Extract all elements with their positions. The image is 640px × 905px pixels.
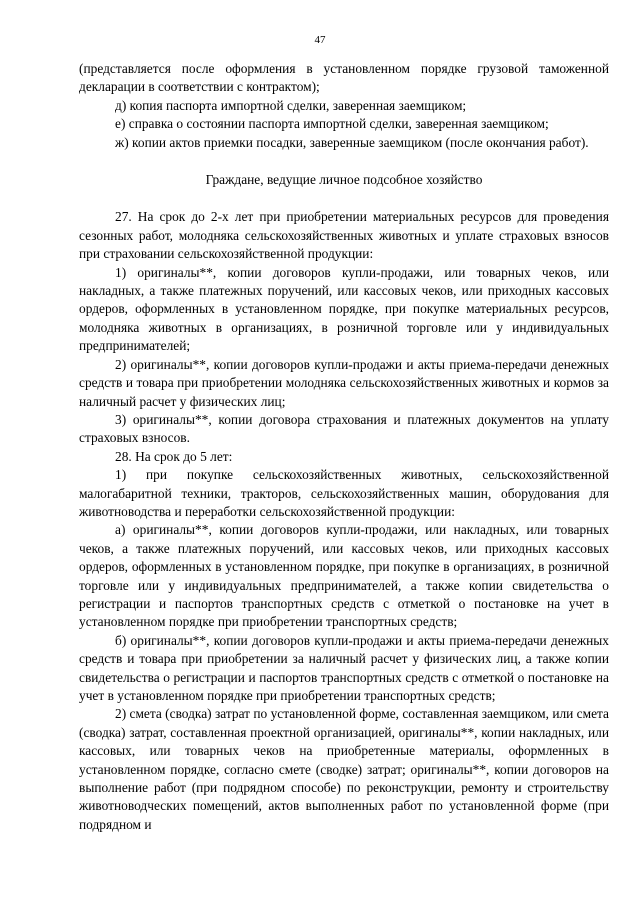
list-item-e: е) справка о состоянии паспорта импортной сделки, заверенная заемщиком; bbox=[115, 116, 549, 132]
clause-27-item-1: 1) оригиналы**, копии договоров купли-продажи, или товарных чеков, или накладных, а также платежных поручений, или кассовых чеков, или приходных кассовых ордеров, оформленных в установленном порядке, при покупке материальных ресурсов, молодняка животных в организациях, в розничной торговле или у индивидуальных предпринимателей; bbox=[79, 264, 609, 354]
clause-27-item-2: 2) оригиналы**, копии договоров купли-продажи и акты приема-передачи денежных средств и товара при приобретении молодняка сельскохозяйственных животных и кормов за наличный расчет у физических лиц; bbox=[79, 356, 609, 409]
clause-27-item-3: 3) оригиналы**, копии договора страхования и платежных документов на уплату страховых взносов. bbox=[79, 411, 609, 446]
section-heading: Граждане, ведущие личное подсобное хозяйство bbox=[205, 172, 483, 188]
clause-28: 28. На срок до 5 лет: bbox=[115, 448, 233, 464]
page-number: 47 bbox=[314, 34, 326, 46]
clause-28-item-1b: б) оригиналы**, копии договоров купли-продажи и акты приема-передачи денежных средств и товара при приобретении за наличный расчет у физических лиц, а также копии свидетельства о регистрации и паспортов транспортных средств с отметкой о постановке на учет в установленном порядке при приобретении транспортных средств; bbox=[79, 632, 609, 703]
clause-28-item-1a: а) оригиналы**, копии договоров купли-продажи, или накладных, или товарных чеков, а также платежных поручений, или кассовых чеков, или приходных кассовых ордеров, оформленных в установленном порядке, при покупке в организациях, в розничной торговле или у индивидуальных предпринимателей, а также копии свидетельства о регистрации и паспортов транспортных средств с отметкой о постановке на учет в установленном порядке при приобретении транспортных средств; bbox=[79, 522, 609, 630]
clause-28-item-1: 1) при покупке сельскохозяйственных животных, сельскохозяйственной малогабаритной техники, тракторов, сельскохозяйственных машин, оборудования для животноводства и переработки сельскохозяйственной продукции: bbox=[79, 467, 609, 519]
document-body bbox=[79, 60, 609, 834]
paragraph-continuation: (представляется после оформления в установленном порядке грузовой таможенной декларации в соответствии с контрактом); bbox=[79, 61, 609, 95]
clause-27: 27. На срок до 2-х лет при приобретении материальных ресурсов для проведения сезонных работ, молодняка сельскохозяйственных животных и уплате страховых взносов при страховании сельскохозяйственной продукции: bbox=[79, 209, 609, 262]
clause-28-item-2: 2) смета (сводка) затрат по установленной форме, составленная заемщиком, или смета (сводка) затрат, составленная проектной организацией, оригиналы**, копии накладных, или кассовых, или товарных чеков на приобретенные материалы, оформленных в установленном порядке, согласно смете (сводке) затрат; оригиналы**, копии договоров на выполнение работ (при подрядном способе) по реконструкции, ремонту и строительству животноводческих помещений, актов выполненных работ по установленной форме (при подрядном и bbox=[79, 706, 610, 832]
list-item-d: д) копия паспорта импортной сделки, заверенная заемщиком; bbox=[115, 97, 467, 113]
list-item-zh: ж) копии актов приемки посадки, заверенные заемщиком (после окончания работ). bbox=[115, 134, 589, 150]
